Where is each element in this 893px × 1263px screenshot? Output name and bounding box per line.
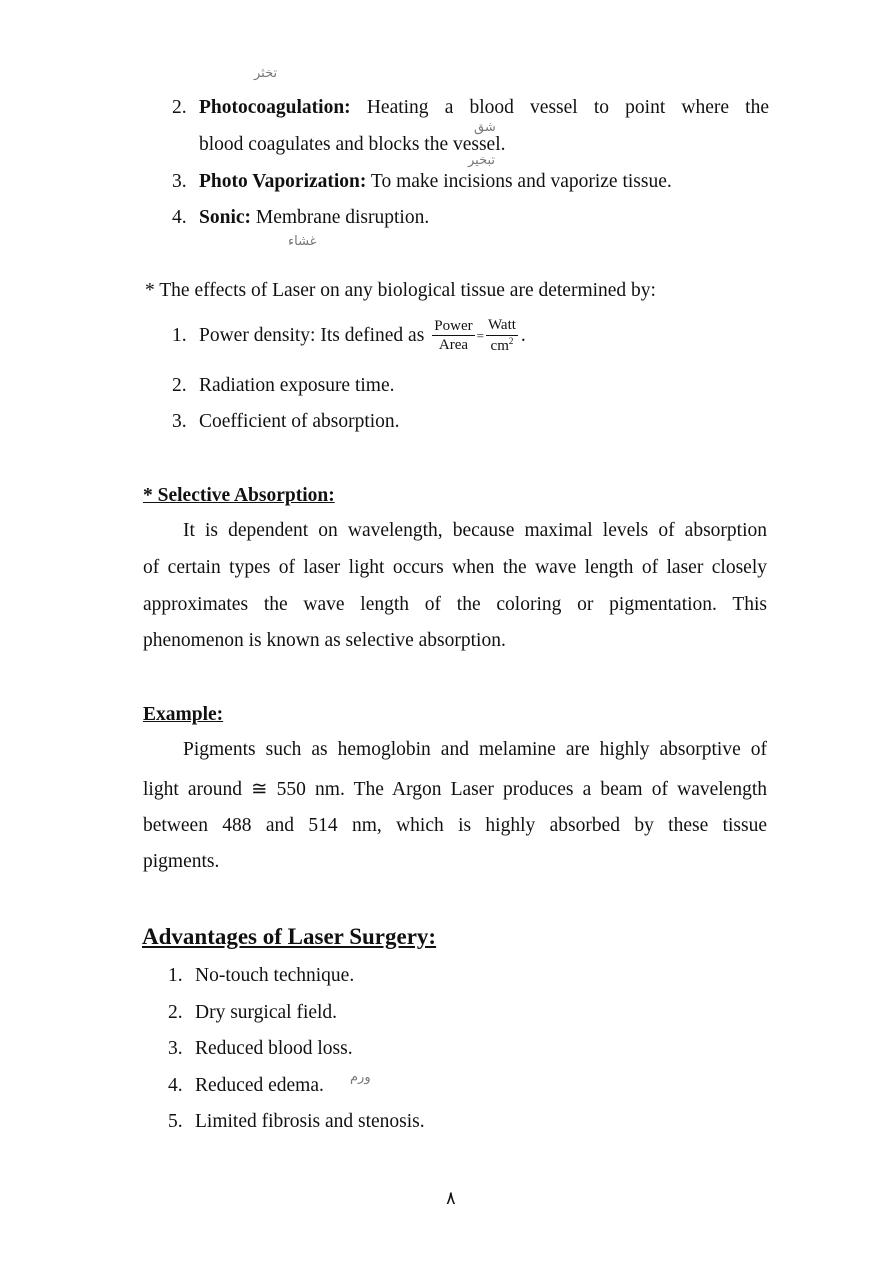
list-item: 2. Radiation exposure time. <box>172 375 395 396</box>
handwritten-note: شق <box>474 120 496 135</box>
paragraph-line: It is dependent on wavelength, because maximal levels of absorption <box>183 520 767 541</box>
term: Photocoagulation: <box>199 97 351 118</box>
list-item: 5. Limited fibrosis and stenosis. <box>168 1111 425 1132</box>
page-number: ٨ <box>446 1188 456 1209</box>
list-item: 2. Photocoagulation: Heating a blood vessel to point where the <box>172 97 770 118</box>
term: Sonic: <box>199 207 252 228</box>
list-item: 3. Photo Vaporization: To make incisions and vaporize tissue. <box>172 171 672 192</box>
handwritten-note: تبخير <box>468 153 496 168</box>
section-heading: Example: <box>143 704 224 725</box>
paragraph-line: approximates the wave length of the coloring or pigmentation. This <box>143 594 767 615</box>
power-density-formula: $\frac{\text{Power}}{\text{Area}}$ = $\frac{\text{Watt}}{cm^2}$ . <box>434 317 526 354</box>
paragraph-line: light around ≅ 550 nm. The Argon Laser produces a beam of wavelength <box>143 779 767 800</box>
section-heading: * Selective Absorption: <box>143 485 335 506</box>
handwritten-note: تخثر <box>254 66 278 81</box>
paragraph-line: of certain types of laser light occurs when the wave length of laser closely <box>143 557 767 578</box>
paragraph-line: Pigments such as hemoglobin and melamine are highly absorptive of <box>183 739 767 760</box>
list-item-continuation: blood coagulates and blocks the vessel. <box>199 134 506 155</box>
list-item: 4. Sonic: Membrane disruption. <box>172 207 430 228</box>
list-item: 3. Reduced blood loss. <box>168 1038 353 1059</box>
term: Photo Vaporization: <box>199 171 367 192</box>
list-item: 1. No-touch technique. <box>168 965 355 986</box>
list-item: 4. Reduced edema. <box>168 1075 324 1096</box>
section-heading: Advantages of Laser Surgery: <box>142 924 437 949</box>
list-item: 1. Power density: Its defined as $\frac{\text{Power}}{\text{Area}}$ = $\frac{\text{Watt}}{cm^2}$ . <box>172 317 526 354</box>
effects-intro: * The effects of Laser on any biological tissue are determined by: <box>145 280 656 301</box>
list-item: 3. Coefficient of absorption. <box>172 411 400 432</box>
paragraph-line: phenomenon is known as selective absorption. <box>143 630 506 651</box>
handwritten-note: غشاء <box>288 234 317 249</box>
list-item: 2. Dry surgical field. <box>168 1002 338 1023</box>
paragraph-line: pigments. <box>143 851 220 872</box>
handwritten-note: ورم <box>350 1070 371 1085</box>
paragraph-line: between 488 and 514 nm, which is highly absorbed by these tissue <box>143 815 767 836</box>
